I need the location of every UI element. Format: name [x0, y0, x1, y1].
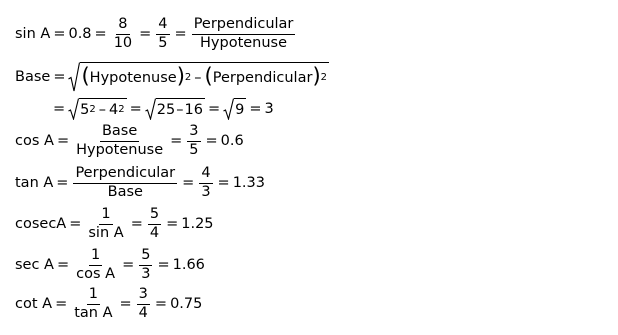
- equals-sign: =: [56, 175, 69, 191]
- equals-sign: =: [69, 216, 82, 232]
- fraction: [73, 166, 177, 199]
- fraction: [148, 207, 161, 240]
- equation-tan: [15, 163, 265, 203]
- equation-sin: [15, 14, 297, 54]
- numerator: Perpendicular: [192, 17, 296, 34]
- fraction: [72, 287, 114, 320]
- base-value: 4: [109, 101, 119, 118]
- numerator: Base: [100, 124, 139, 141]
- equals-sign: =: [205, 133, 218, 149]
- fraction: [156, 17, 169, 50]
- fraction: [112, 17, 134, 50]
- result-value: 1.33: [232, 175, 265, 191]
- numerator: 1: [87, 287, 100, 304]
- fraction: [86, 207, 125, 240]
- exponent: 2: [118, 104, 125, 115]
- fraction: [137, 287, 150, 320]
- value: 25: [156, 101, 176, 118]
- equals-sign: =: [56, 257, 70, 273]
- equals-sign: =: [174, 26, 187, 42]
- denominator: 3: [201, 183, 211, 200]
- equals-sign: =: [53, 101, 66, 117]
- radicand: ( Hypotenuse ) 2 – ( Perpendicular ) 2: [80, 62, 329, 92]
- equals-sign: =: [139, 26, 152, 42]
- numerator: Perpendicular: [73, 166, 177, 183]
- denominator: 4: [149, 224, 160, 241]
- equation-cos: [15, 121, 244, 161]
- square-root: [68, 62, 329, 92]
- fraction: [74, 248, 117, 281]
- equals-sign: =: [53, 26, 66, 42]
- square-root: [223, 98, 246, 120]
- numerator: 5: [139, 248, 152, 265]
- exponent: 2: [184, 72, 192, 83]
- square-root: [68, 98, 126, 120]
- radicand: [234, 98, 246, 120]
- minus-sign: –: [176, 101, 184, 118]
- denominator: 4: [138, 304, 148, 321]
- equals-sign: =: [53, 69, 66, 85]
- lhs-label: Base: [15, 69, 51, 85]
- radicand: [79, 98, 126, 120]
- equals-sign: =: [55, 296, 68, 312]
- equals-sign: =: [154, 296, 168, 312]
- denominator: 3: [141, 265, 151, 282]
- numerator: 4: [156, 17, 169, 34]
- fraction: [74, 124, 165, 157]
- exponent: 2: [320, 72, 328, 83]
- denominator: cos A: [76, 265, 116, 282]
- denominator: 5: [158, 34, 168, 51]
- lhs-label: sin A: [15, 26, 51, 42]
- equation-cot: [15, 284, 202, 324]
- square-root: [145, 98, 205, 120]
- denominator: sin A: [88, 224, 124, 241]
- numerator: 4: [199, 166, 212, 183]
- result-value: 1.25: [181, 216, 214, 232]
- radicand: [156, 98, 205, 120]
- fraction: [199, 166, 212, 199]
- numerator: 3: [187, 124, 200, 141]
- lhs-label: tan A: [15, 175, 54, 191]
- equals-sign: =: [182, 175, 195, 191]
- equals-sign: =: [119, 296, 132, 312]
- equals-sign: =: [129, 101, 142, 117]
- lhs-label: cos A: [15, 133, 54, 149]
- equals-sign: =: [166, 216, 179, 232]
- equals-sign: =: [157, 257, 170, 273]
- lhs-label: cot A: [15, 296, 53, 312]
- result-value: 3: [264, 101, 274, 117]
- radical-sign-icon: [68, 98, 79, 120]
- base-value: 5: [80, 101, 90, 118]
- radical-sign-icon: [145, 98, 156, 120]
- equation-cosec: [15, 204, 214, 244]
- result-value: 0.75: [170, 296, 203, 312]
- radical-sign-icon: [68, 62, 80, 92]
- denominator: Base: [107, 183, 143, 200]
- fraction: [139, 248, 152, 281]
- denominator: 5: [189, 141, 199, 158]
- numerator: 3: [137, 287, 150, 304]
- exponent: 2: [89, 104, 96, 115]
- equals-sign: =: [56, 133, 70, 149]
- radical-sign-icon: [223, 98, 234, 120]
- numerator: 5: [148, 207, 161, 224]
- equation-sec: [15, 245, 205, 285]
- equals-sign: =: [94, 26, 107, 42]
- equals-sign: =: [217, 175, 230, 191]
- equals-sign: =: [130, 216, 143, 232]
- perpendicular-term: Perpendicular: [212, 69, 313, 86]
- denominator: Hypotenuse: [200, 34, 288, 51]
- value: 9: [235, 101, 245, 118]
- decimal-value: 0.8: [68, 26, 92, 42]
- hypotenuse-term: Hypotenuse: [89, 69, 177, 86]
- result-value: 1.66: [172, 257, 205, 273]
- equals-sign: =: [170, 133, 183, 149]
- denominator: Hypotenuse: [76, 141, 164, 158]
- result-value: 0.6: [220, 133, 244, 149]
- denominator: tan A: [74, 304, 113, 321]
- equals-sign: =: [249, 101, 262, 117]
- minus-sign: –: [98, 101, 107, 118]
- fraction: [192, 17, 296, 50]
- numerator: 8: [116, 17, 129, 34]
- lhs-label: cosecA: [15, 216, 67, 232]
- equals-sign: =: [122, 257, 135, 273]
- numerator: 1: [89, 248, 102, 265]
- lhs-label: sec A: [15, 257, 54, 273]
- equals-sign: =: [207, 101, 221, 117]
- value: 16: [184, 101, 203, 118]
- fraction: [187, 124, 200, 157]
- denominator: 10: [113, 34, 133, 51]
- minus-sign: –: [194, 69, 202, 86]
- numerator: 1: [99, 207, 112, 224]
